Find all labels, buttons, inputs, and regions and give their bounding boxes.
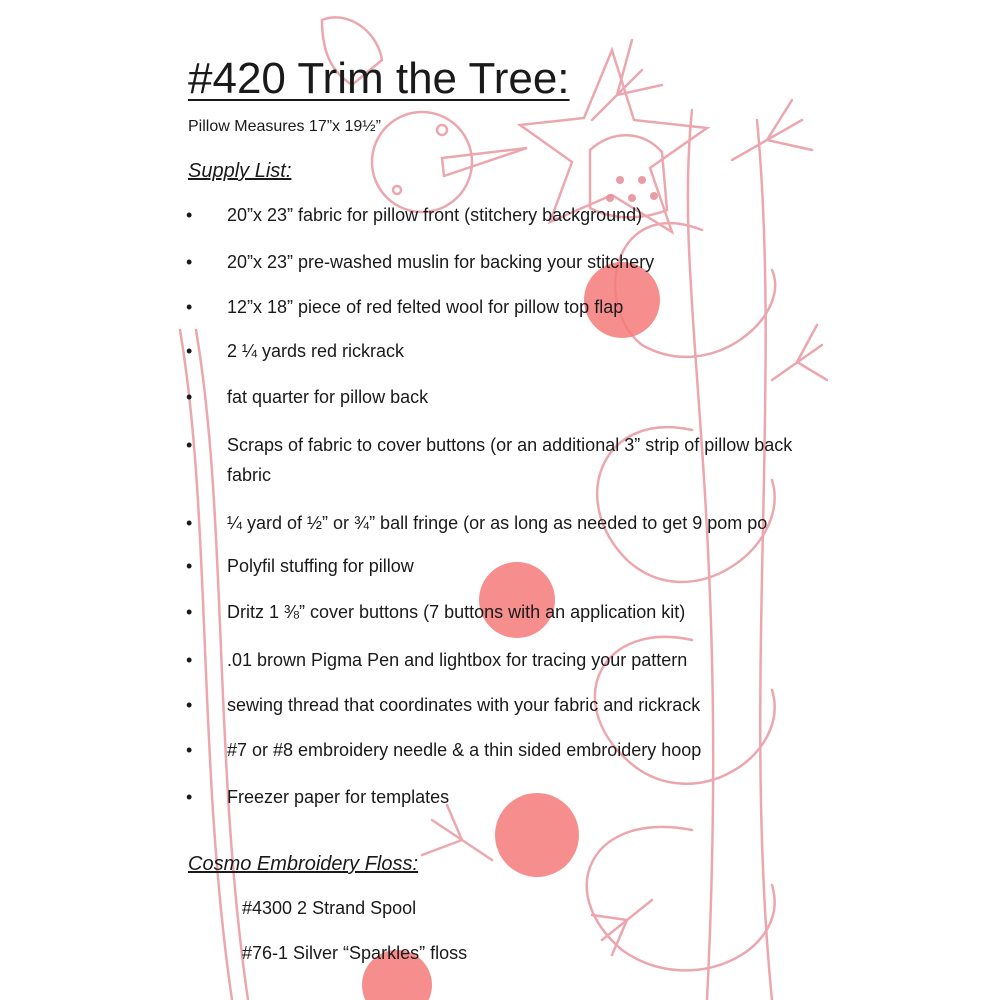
bullet-icon: • xyxy=(186,513,193,533)
bullet-icon: • xyxy=(186,297,193,317)
bullet-icon: • xyxy=(186,650,193,670)
supply-list: • 20”x 23” fabric for pillow front (stitchery background) • 20”x 23” pre-washed muslin for backing your stitchery • 12”x 18” piece of red felted wool for pillow top flap • 2 ¼ yards red rickrack • fat quarter for pillow back • Scraps of fabric to cover buttons (or an additional 3” strip of pillow back fabric • ¼ yard of ½” or ¾” ball fringe (or as long as needed to get 9 pom po • Polyfil stuffing for pillow • Dritz 1 ⅜” cover buttons (7 buttons with an application kit) • .01 brown Pigma Pen and lightbox for tracing your pattern • sewing thread that coordinates with your fabric and rickrack • #7 or #8 embroidery needle & a thin sided embroidery hoop • Freezer paper for templates xyxy=(172,0,828,1000)
floss-heading: Cosmo Embroidery Floss: xyxy=(188,853,419,875)
floss-item: #76-1 Silver “Sparkles” floss xyxy=(242,943,468,963)
bullet-icon: • xyxy=(186,205,193,225)
floss-item: #4300 2 Strand Spool xyxy=(242,898,417,918)
pattern-page xyxy=(172,0,828,1000)
bullet-icon: • xyxy=(186,695,193,715)
pillow-measures: Pillow Measures 17”x 19½” xyxy=(188,118,381,135)
bullet-icon: • xyxy=(186,387,193,407)
supply-list-heading: Supply List: xyxy=(188,160,292,182)
bullet-icon: • xyxy=(186,787,193,807)
bullet-icon: • xyxy=(186,252,193,272)
pattern-title: #420 Trim the Tree: xyxy=(188,54,570,103)
bullet-icon: • xyxy=(186,740,193,760)
bullet-icon: • xyxy=(186,435,193,455)
bullet-icon: • xyxy=(186,341,193,361)
bullet-icon: • xyxy=(186,556,193,576)
pattern-text xyxy=(172,0,828,1000)
bullet-icon: • xyxy=(186,602,193,622)
